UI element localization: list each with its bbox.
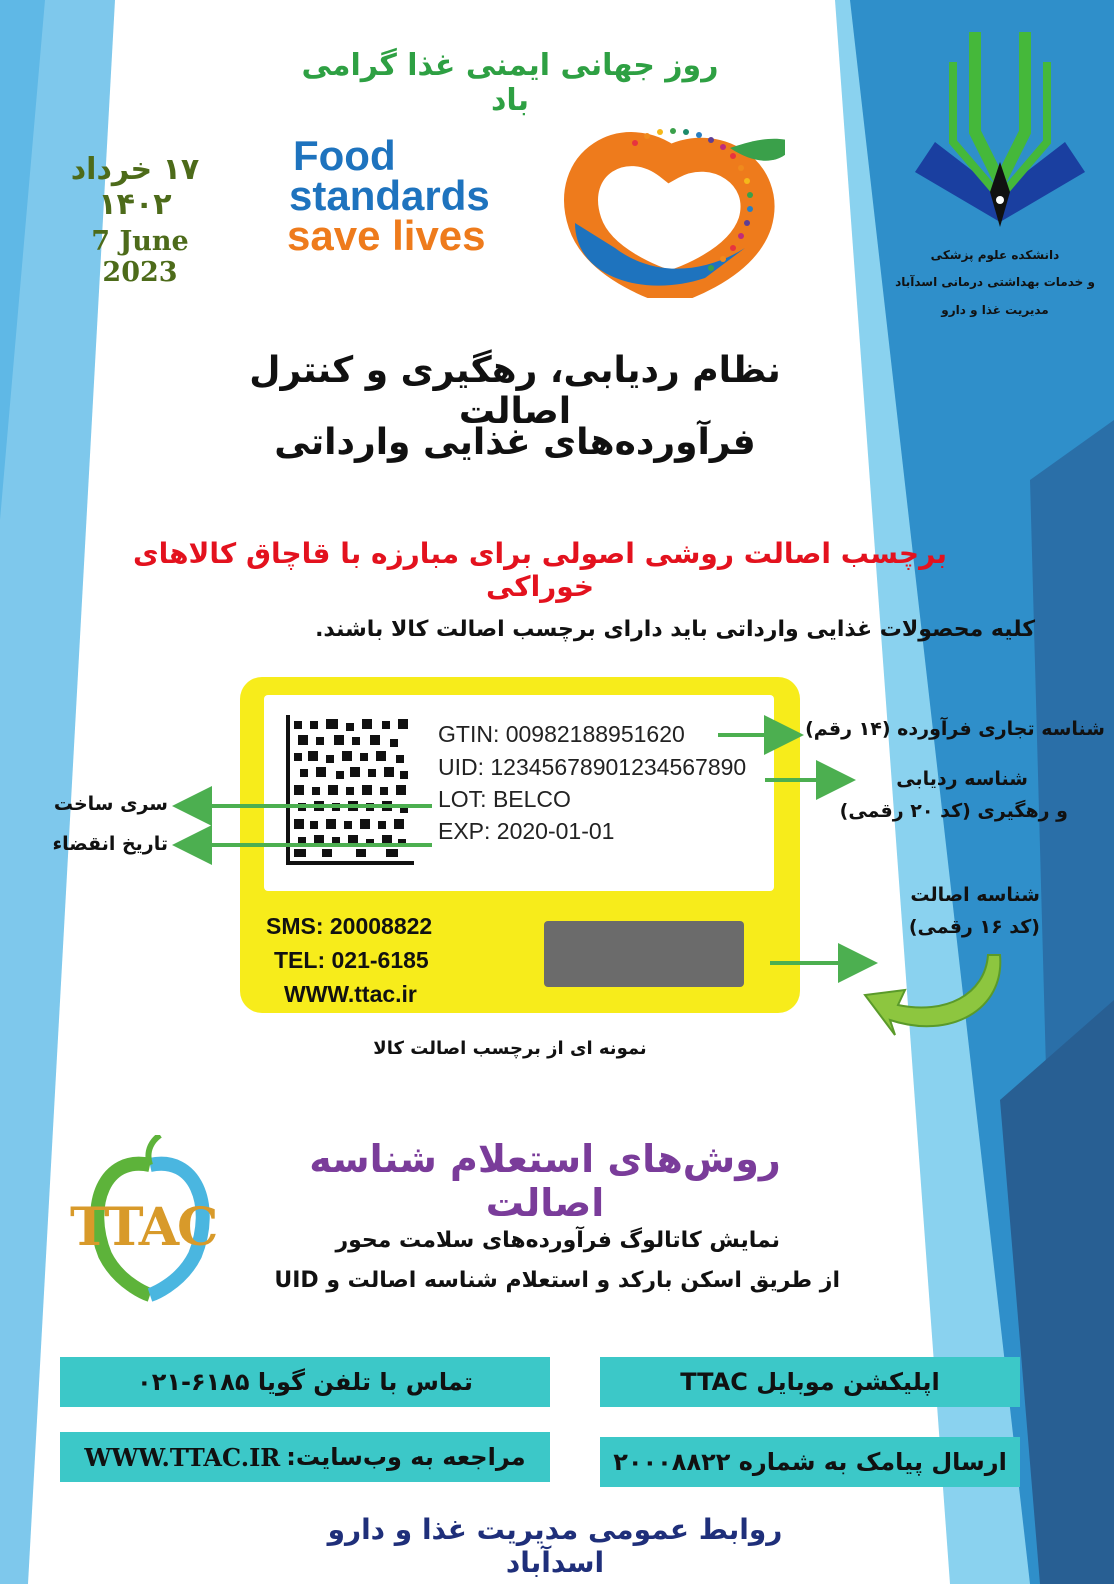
ttac-logo-text: TTAC bbox=[70, 1197, 217, 1258]
logo-word-standards: standards bbox=[289, 172, 490, 219]
inquiry-line2: از طریق اسکن بارکد و استعلام شناسه اصالت و UID bbox=[274, 1268, 840, 1293]
sms-method-box: ارسال پیامک به شماره ۲۰۰۰۸۸۲۲ bbox=[600, 1437, 1020, 1487]
exp-annotation: تاریخ انقضاء bbox=[52, 833, 168, 855]
footer-text: روابط عمومی مدیریت غذا و دارو اسدآباد bbox=[327, 1513, 783, 1579]
persian-date: ۱۷ خرداد ۱۴۰۲ bbox=[70, 152, 200, 222]
label-www: WWW.ttac.ir bbox=[284, 981, 417, 1007]
label-lot: LOT: BELCO bbox=[438, 786, 571, 812]
website-method-box bbox=[60, 1432, 550, 1482]
uid-annotation-line1: شناسه ردیابی bbox=[896, 768, 1028, 790]
main-title-line1: نظام ردیابی، رهگیری و کنترل اصالت bbox=[249, 350, 781, 432]
university-name-line1: دانشکده علوم پزشکی bbox=[930, 248, 1060, 262]
university-name-line2: و خدمات بهداشتی درمانی اسدآباد bbox=[895, 275, 1095, 289]
requirement-statement: کلیه محصولات غذایی وارداتی باید دارای برچسب اصالت کالا باشند. bbox=[315, 617, 1035, 642]
red-subtitle: برچسب اصالت روشی اصولی برای مبارزه با قاچاق کالاهای خوراکی bbox=[132, 537, 948, 603]
main-title-line2: فرآورده‌های غذایی وارداتی bbox=[274, 422, 756, 463]
uid-annotation-line2: و رهگیری (کد ۲۰ رقمی) bbox=[839, 800, 1068, 822]
inquiry-line1: نمایش کاتالوگ فرآورده‌های سلامت محور bbox=[335, 1228, 780, 1253]
inquiry-title: روش‌های استعلام شناسه اصالت bbox=[309, 1137, 781, 1225]
label-tel: TEL: 021-6185 bbox=[274, 947, 429, 973]
website-label: مراجعه به وب‌سایت: bbox=[286, 1443, 526, 1471]
label-gtin: GTIN: 00982188951620 bbox=[438, 721, 685, 747]
english-date: 7 June 2023 bbox=[91, 226, 189, 288]
university-name-line3: مدیریت غذا و دارو bbox=[941, 303, 1049, 317]
auth-annotation-line2: (کد ۱۶ رقمی) bbox=[908, 916, 1040, 938]
label-sms: SMS: 20008822 bbox=[266, 913, 433, 939]
greeting-title: روز جهانی ایمنی غذا گرامی باد bbox=[301, 48, 719, 118]
auth-annotation-line1: شناسه اصالت bbox=[910, 884, 1040, 906]
label-caption: نمونه ای از برچسب اصالت کالا bbox=[373, 1038, 647, 1059]
ttac-logo bbox=[65, 1135, 235, 1305]
gtin-annotation: شناسه تجاری فرآورده (۱۴ رقم) bbox=[805, 718, 1105, 740]
label-uid: UID: 12345678901234567890 bbox=[438, 754, 747, 780]
lot-annotation: سری ساخت bbox=[53, 793, 168, 815]
website-url[interactable]: WWW.TTAC.IR bbox=[84, 1442, 281, 1472]
logo-word-food: Food bbox=[293, 132, 396, 179]
app-method-box: اپلیکشن موبایل TTAC bbox=[600, 1357, 1020, 1407]
label-exp: EXP: 2020-01-01 bbox=[438, 818, 615, 844]
phone-method-box: تماس با تلفن گویا ۶۱۸۵-۰۲۱ bbox=[60, 1357, 550, 1407]
logo-word-savelives: save lives bbox=[287, 212, 486, 259]
